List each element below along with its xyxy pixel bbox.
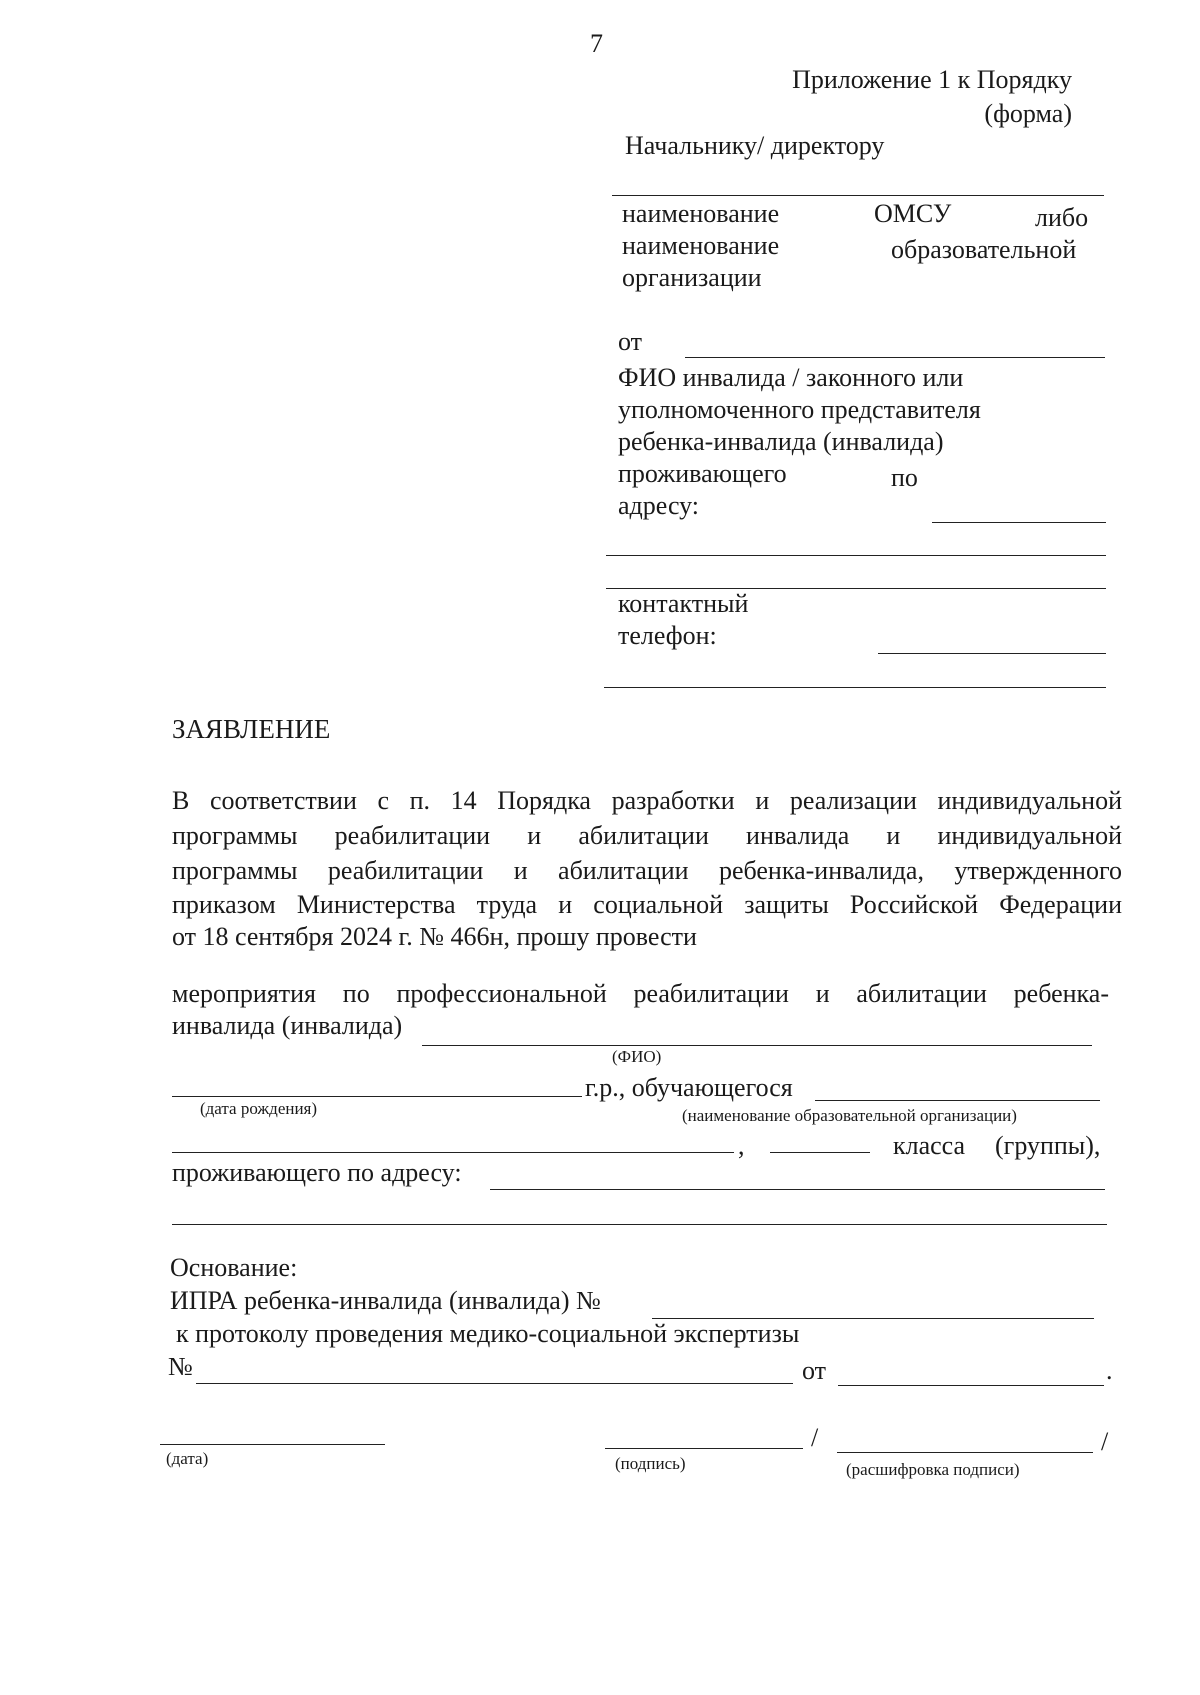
org-caption-word-1: наименование: [622, 199, 780, 228]
class-word: класса: [893, 1131, 966, 1160]
school-name-line-2: [172, 1152, 734, 1153]
phone-line: [878, 653, 1106, 654]
phone-label-1: контактный: [618, 589, 749, 618]
fio-caption-3: ребенка-инвалида (инвалида): [618, 427, 944, 456]
address-line-1: [932, 522, 1106, 523]
birth-date-line: [172, 1096, 582, 1097]
phone-line-2: [604, 687, 1106, 688]
child-address-line-2: [172, 1224, 1107, 1225]
signature-line: [605, 1448, 803, 1449]
fio-caption: (ФИО): [612, 1047, 662, 1066]
measures-line-1: мероприятия по профессиональной реабилитации и абилитации ребенка-: [172, 979, 1109, 1008]
form-label: (форма): [984, 99, 1072, 128]
protocol-number-line: [196, 1383, 793, 1384]
org-caption-word-5: образовательной: [891, 235, 1077, 264]
org-caption-word-2: ОМСУ: [874, 199, 952, 228]
child-address-line: [490, 1189, 1105, 1190]
child-address-label: проживающего по адресу:: [172, 1158, 462, 1187]
from-name-line: [685, 357, 1105, 358]
phone-label-2: телефон:: [618, 621, 717, 650]
residing-label-po: по: [891, 463, 918, 492]
signature-decode-line: [837, 1452, 1093, 1453]
protocol-number-sign: №: [168, 1352, 193, 1381]
protocol-from-label: от: [802, 1356, 827, 1385]
date-line: [160, 1444, 385, 1445]
ipra-label: ИПРА ребенка-инвалида (инвалида) №: [170, 1286, 601, 1315]
org-caption-word-3: либо: [1035, 203, 1089, 232]
date-caption: (дата): [166, 1449, 209, 1468]
class-line: [770, 1152, 870, 1153]
protocol-label: к протоколу проведения медико-социальной экспертизы: [176, 1319, 800, 1348]
birth-date-caption: (дата рождения): [200, 1099, 318, 1118]
fio-caption-1: ФИО инвалида / законного или: [618, 363, 964, 392]
org-caption-word-4: наименование: [622, 231, 780, 260]
addressee-to: Начальнику/ директору: [625, 131, 885, 160]
body-line-5: от 18 сентября 2024 г. № 466н, прошу провести: [172, 922, 697, 951]
protocol-period: .: [1106, 1356, 1113, 1385]
appendix-label: Приложение 1 к Порядку: [792, 65, 1072, 94]
org-name-line: [612, 195, 1104, 196]
from-label: от: [618, 327, 643, 356]
body-line-4: приказом Министерства труда и социальной защиты Российской Федерации: [172, 890, 1122, 919]
school-caption: (наименование образовательной организации): [682, 1106, 1017, 1125]
decode-caption: (расшифровка подписи): [846, 1460, 1020, 1479]
statement-title: ЗАЯВЛЕНИЕ: [172, 714, 331, 744]
residing-label: проживающего: [618, 459, 787, 488]
org-caption-word-6: организации: [622, 263, 762, 292]
body-line-1: В соответствии с п. 14 Порядка разработки и реализации индивидуальной: [172, 786, 1122, 815]
signature-caption: (подпись): [615, 1454, 686, 1473]
fio-caption-2: уполномоченного представителя: [618, 395, 981, 424]
body-line-3: программы реабилитации и абилитации ребенка-инвалида, утвержденного: [172, 856, 1122, 885]
child-fio-line: [422, 1045, 1092, 1046]
protocol-date-line: [838, 1385, 1104, 1386]
basis-title: Основание:: [170, 1253, 298, 1282]
school-name-line: [815, 1100, 1100, 1101]
group-word: (группы),: [995, 1131, 1101, 1160]
slash-2: /: [1101, 1427, 1109, 1456]
body-line-2: программы реабилитации и абилитации инвалида и индивидуальной: [172, 821, 1122, 850]
address-label: адресу:: [618, 491, 700, 520]
birth-suffix: г.р., обучающегося: [585, 1073, 793, 1102]
page-number: 7: [590, 29, 603, 58]
address-line-2: [606, 555, 1106, 556]
slash-1: /: [811, 1423, 819, 1452]
comma: ,: [738, 1131, 745, 1160]
measures-line-2: инвалида (инвалида): [172, 1011, 403, 1040]
